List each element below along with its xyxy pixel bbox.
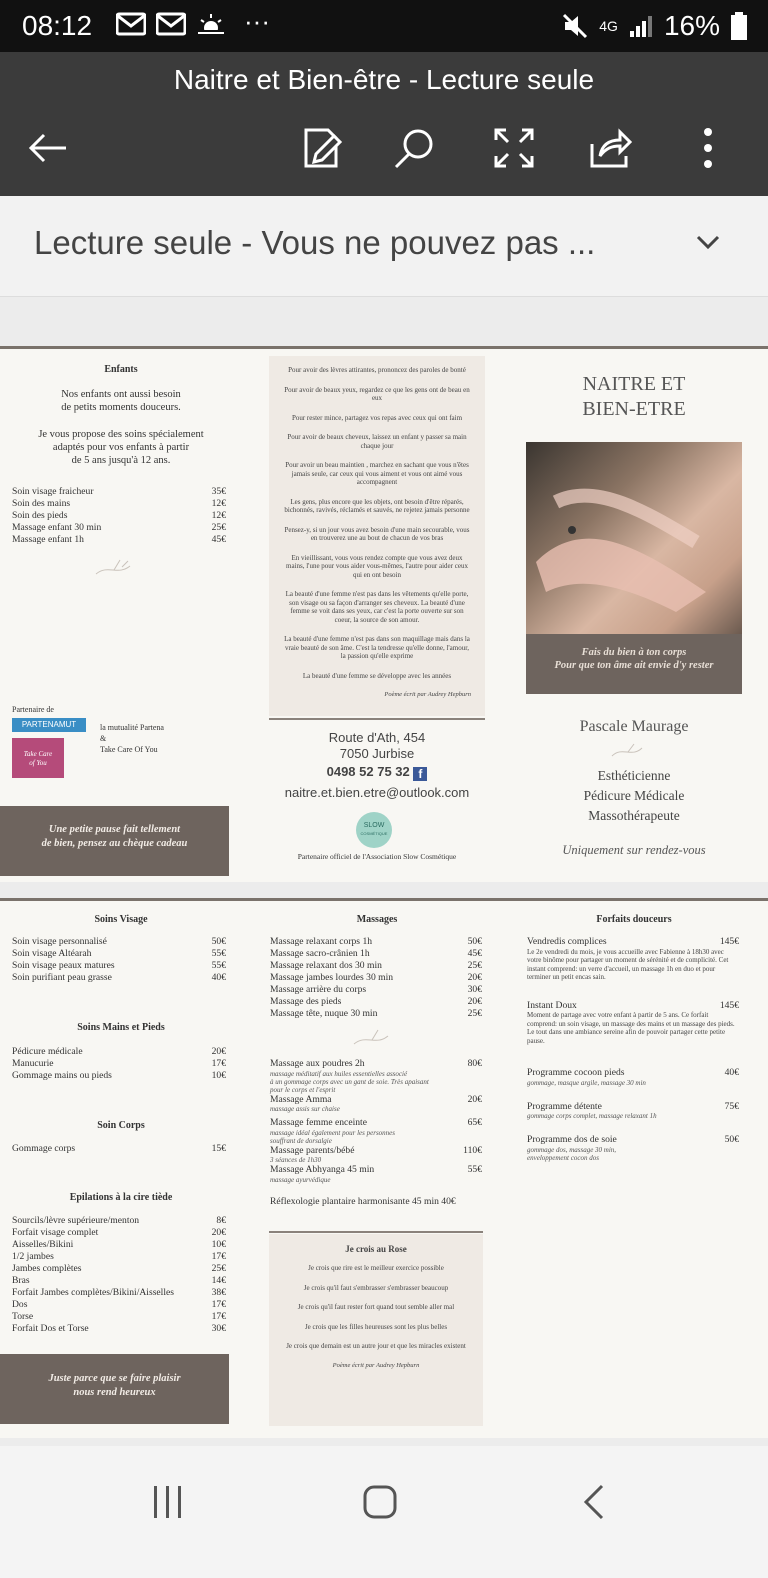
rose-line: Je crois que rire est le meilleur exercice possible: [308, 1264, 444, 1272]
forfait-description: gommage dos, massage 30 min, enveloppement cocon dos: [527, 1145, 617, 1162]
back-icon[interactable]: [582, 1484, 606, 1520]
enfants-price-list: [12, 486, 226, 546]
price-row: Massage jambes lourdes 30 min 20€: [270, 972, 482, 983]
network-type: 4G: [599, 18, 618, 34]
price-row: Soin visage peaux matures 55€: [12, 960, 226, 971]
price-row: Massage parents/bébé 110€: [270, 1144, 482, 1156]
logo-text: SLOW: [363, 822, 385, 829]
role: Pédicure Médicale: [583, 788, 685, 803]
price-row: Pédicure médicale 20€: [12, 1046, 226, 1057]
city: 7050 Jurbise: [339, 746, 415, 761]
intro-line: adaptés pour vos enfants à partir: [52, 442, 190, 453]
price-row: Massage tête, nuque 30 min 25€: [270, 1008, 482, 1019]
slogan-line: Pour que ton âme ait envie d'y rester: [554, 660, 714, 671]
weather-icon: [196, 12, 226, 38]
logo-text: Take Care: [23, 750, 53, 758]
chevron-down-icon[interactable]: [696, 234, 720, 250]
back-arrow-icon[interactable]: [26, 126, 70, 170]
price-row: Massage arrière du corps 30€: [270, 984, 482, 995]
price-row: Programme cocoon pieds 40€: [527, 1067, 739, 1078]
price-row: Instant Doux 145€: [527, 999, 739, 1011]
search-icon[interactable]: [392, 126, 436, 170]
soins-visage-title: Soins Visage: [94, 914, 148, 925]
massage-description: massage idéal également pour les personnes: [270, 1128, 396, 1137]
price-row: Gommage mains ou pieds 10€: [12, 1070, 226, 1081]
floral-ornament: [94, 558, 144, 580]
system-nav-bar: [0, 1446, 768, 1578]
top-rule: [0, 898, 768, 901]
massages-title: Massages: [356, 914, 398, 925]
phone-number[interactable]: 0498 52 75 32: [326, 764, 410, 779]
rose-rule: [269, 1231, 483, 1233]
massage-description: 3 séances de 1h30: [270, 1156, 322, 1164]
massage-description: massage ayurvédique: [270, 1175, 331, 1184]
brand-title: [526, 372, 742, 422]
massage-description: souffrant de dorsalgie: [270, 1136, 332, 1145]
rose-line: Je crois que demain est un autre jour et que les miracles existent: [286, 1342, 466, 1350]
massage-description: massage assis sur chaise: [270, 1105, 340, 1113]
floral-ornament: [352, 1028, 402, 1050]
forfaits-list: [527, 936, 739, 1162]
mute-icon: [561, 12, 589, 40]
forfait-description: gommage, masque argile, massage 30 min: [527, 1078, 646, 1087]
logo-text: COSMÉTIQUE: [360, 831, 388, 836]
brand-title-line: NAITRE ET: [582, 373, 686, 395]
poem-stanza: Pour avoir un beau maintien , marchez en sachant que vous n'êtes jamais seule, car ceux qui vous aiment et vous ont aimé vous accompagnent: [285, 461, 469, 486]
plaisir-line: Juste parce que se faire plaisir: [48, 1373, 181, 1384]
price-row: Torse 17€: [12, 1311, 226, 1322]
email-address[interactable]: naitre.et.bien.etre@outlook.com: [284, 785, 470, 800]
signal-icon: [628, 13, 654, 39]
price-row: Soin des mains 12€: [12, 498, 226, 509]
floral-ornament: [610, 742, 654, 760]
battery-percent: 16%: [663, 10, 720, 41]
soin-corps-list: [12, 1143, 226, 1155]
rose-title: Je crois au Rose: [345, 1244, 407, 1254]
gift-line: de bien, pensez au chèque cadeau: [41, 838, 188, 849]
slogan-line: Fais du bien à ton corps: [581, 647, 687, 658]
price-row: Jambes complètes 25€: [12, 1263, 226, 1274]
price-row: Massage relaxant corps 1h 50€: [270, 936, 482, 947]
poem-stanza: Pour avoir de beaux cheveux, laissez un enfant y passer sa main chaque jour: [287, 433, 467, 450]
price-row: Soin visage personnalisé 50€: [12, 936, 226, 947]
facebook-icon[interactable]: f: [413, 767, 427, 781]
price-row: Massage Abhyanga 45 min 55€: [270, 1164, 482, 1175]
enfants-intro: [10, 388, 232, 467]
poem-credit: Poème écrit par Audrey Hepburn: [384, 691, 471, 698]
fullscreen-icon[interactable]: [492, 126, 536, 170]
partner-line: la mutualité Partena: [100, 723, 164, 732]
poem-stanza: Les gens, plus encore que les objets, ont besoin d'être réparés, bichonnés, ravivés, réclamés et sauvés, ne rejetez jamais personne: [284, 497, 470, 514]
forfait-description: Le 2e vendredi du mois, je vous accueille avec Fabienne à 18h30 avec votre binôme pour partager un moment de sérénité et de complicité. Cet instant comprend: un verre d'accueil, un massage 1h en duo et pour terminer un petit encas sain.: [527, 947, 729, 981]
status-bar: [0, 0, 768, 52]
edit-document-icon[interactable]: [300, 126, 344, 170]
status-time: 08:12: [22, 10, 93, 41]
app-bar: [0, 52, 768, 196]
logo-text: of You: [29, 759, 47, 767]
slow-cosmetique-logo: [356, 812, 392, 848]
price-row: Programme détente 75€: [527, 1100, 739, 1112]
role: Esthéticienne: [597, 768, 671, 783]
gmail-icon: [116, 12, 146, 36]
price-row: Manucurie 17€: [12, 1058, 226, 1069]
take-care-of-you-logo: [12, 738, 64, 778]
top-rule: [0, 346, 768, 349]
price-row: Massage relaxant dos 30 min 25€: [270, 960, 482, 971]
owner-name: Pascale Maurage: [579, 718, 689, 735]
massage-description: pour le corps et l'esprit: [270, 1085, 336, 1094]
rose-line: Je crois que les filles heureuses sont les plus belles: [304, 1322, 448, 1331]
more-notifications-icon: ···: [244, 6, 270, 36]
read-only-banner[interactable]: [0, 196, 768, 297]
price-row: Gommage corps 15€: [12, 1143, 226, 1154]
intro-line: Nos enfants ont aussi besoin: [61, 389, 181, 400]
epilations-list: [12, 1215, 226, 1335]
price-row: Forfait Jambes complètes/Bikini/Aisselles 38€: [12, 1287, 226, 1298]
partner-label: Partenaire de: [12, 705, 54, 714]
price-row: Soin purifiant peau grasse 40€: [12, 972, 226, 983]
share-icon[interactable]: [588, 126, 632, 170]
hands-illustration: [526, 442, 742, 634]
plaisir-line: nous rend heureux: [73, 1387, 156, 1398]
gmail-icon: [156, 12, 186, 36]
battery-icon: [730, 11, 748, 41]
gift-line: Une petite pause fait tellement: [48, 824, 181, 835]
read-only-message: Lecture seule - Vous ne pouvez pas ...: [34, 224, 596, 261]
poem-stanza: La beauté d'une femme se développe avec les années: [302, 671, 452, 680]
price-row: 1/2 jambes 17€: [12, 1251, 226, 1262]
price-row: Massage Amma 20€: [270, 1093, 482, 1105]
soins-mains-title: Soins Mains et Pieds: [77, 1022, 165, 1033]
special-massages-list: [270, 1058, 482, 1207]
massages-list: [270, 936, 482, 1020]
rose-line: Je crois qu'il faut rester fort quand tout semble aller mal: [297, 1303, 455, 1311]
brand-title-line: BIEN-ETRE: [582, 398, 686, 420]
price-row: Massage enfant 30 min 25€: [12, 522, 226, 533]
partenamut-logo: PARTENAMUT: [12, 718, 86, 732]
price-row: Dos 17€: [12, 1299, 226, 1310]
phone-line: [262, 764, 492, 781]
soins-mains-list: [12, 1046, 226, 1082]
rose-line: Je crois qu'il faut s'embrasser s'embrasser beaucoup: [303, 1283, 449, 1292]
partner-line: Take Care Of You: [100, 745, 158, 754]
appointment-note: Uniquement sur rendez-vous: [562, 843, 706, 857]
intro-line: de petits moments douceurs.: [61, 402, 181, 413]
epilations-title: Epilations à la cire tiède: [69, 1192, 173, 1203]
role: Massothérapeute: [588, 808, 680, 823]
price-row: Soin visage Altéarah 55€: [12, 948, 226, 959]
price-row: Soin des pieds 12€: [12, 510, 226, 521]
gift-voucher-banner: [0, 806, 229, 876]
massage-description: massage méditatif aux huiles essentielles associé: [270, 1069, 408, 1078]
plaisir-banner: [0, 1354, 229, 1424]
home-icon[interactable]: [362, 1484, 398, 1520]
price-row: Massage sacro-crânien 1h 45€: [270, 948, 482, 959]
forfait-description: Moment de partage avec votre enfant à partir de 5 ans. Ce forfait comprend: un soin visage, un massage des mains et un massage des pieds. Le tout dans une ambiance sereine afin de pouvoir partager cette petite pause.: [527, 1011, 735, 1045]
document-title: Naitre et Bien-être - Lecture seule: [173, 64, 595, 95]
intro-line: de 5 ans jusqu'à 12 ans.: [71, 455, 171, 466]
rose-credit: Poème écrit par Audrey Hepburn: [332, 1361, 420, 1369]
poem-stanza: Pour avoir des lèvres attirantes, prononcez des paroles de bonté: [288, 366, 466, 374]
price-row: Massage femme enceinte 65€: [270, 1117, 482, 1128]
poem-stanza: Pour avoir de beaux yeux, regardez ce que les gens ont de beau en eux: [284, 385, 470, 402]
price-row: Sourcils/lèvre supérieure/menton 8€: [12, 1215, 226, 1226]
enfants-title: Enfants: [104, 364, 138, 375]
price-row: Massage enfant 1h 45€: [12, 534, 226, 545]
rose-poem: [269, 1234, 483, 1426]
price-row: Soin visage fraicheur 35€: [12, 486, 226, 497]
reflexologie-line: Réflexologie plantaire harmonisante 45 min 40€: [270, 1195, 456, 1207]
brochure-page-2: [0, 898, 768, 1438]
poem-stanza: En vieillissant, vous vous rendez compte que vous avez deux mains, l'une pour vous aider vous-mêmes, l'autre pour aider ceux qui en ont besoin: [286, 553, 468, 579]
price-row: Aisselles/Bikini 10€: [12, 1239, 226, 1250]
recent-apps-icon[interactable]: [152, 1484, 184, 1520]
price-row: Bras 14€: [12, 1275, 226, 1286]
owner-roles: [526, 766, 742, 826]
partner-line: &: [100, 734, 107, 743]
massage-description: à un gommage corps avec un gant de soie. Très apaisant: [270, 1077, 429, 1086]
slow-partner-text: Partenaire officiel de l'Association Slow Cosmétique: [297, 852, 457, 861]
status-right: [561, 10, 748, 42]
more-options-icon[interactable]: [686, 126, 730, 170]
price-row: Massage des pieds 20€: [270, 996, 482, 1007]
forfaits-title: Forfaits douceurs: [596, 914, 672, 925]
contact-block: [262, 730, 492, 801]
poem-stanza: Pensez-y, si un jour vous avez besoin d'une main secourable, vous en trouverez une au bout de chacun de vos bras: [284, 525, 470, 542]
brochure-page-1: [0, 346, 768, 882]
price-row: Massage aux poudres 2h 80€: [270, 1058, 482, 1069]
partner-text: [100, 722, 164, 755]
forfait-description: gommage corps complet, massage relaxant 1h: [527, 1112, 657, 1120]
price-row: Vendredis complices 145€: [527, 936, 739, 947]
massage-hands-photo: [526, 442, 742, 634]
address: Route d'Ath, 454: [328, 730, 426, 745]
price-row: Forfait visage complet 20€: [12, 1227, 226, 1238]
soins-visage-list: [12, 936, 226, 984]
price-row: Programme dos de soie 50€: [527, 1134, 739, 1145]
beauty-poem: [269, 356, 485, 716]
intro-line: Je vous propose des soins spécialement: [38, 429, 204, 440]
poem-stanza: Pour rester mince, partagez vos repas avec ceux qui ont faim: [291, 413, 463, 422]
slogan-banner: [526, 634, 742, 694]
soin-corps-title: Soin Corps: [97, 1120, 145, 1131]
poem-stanza: La beauté d'une femme n'est pas dans son maquillage mais dans la vraie beauté de son âme. C'est la tendresse qu'elle donne, l'amour, la passion qu'elle exprime: [284, 635, 470, 660]
poem-rule: [269, 718, 485, 720]
price-row: Forfait Dos et Torse 30€: [12, 1323, 226, 1334]
poem-stanza: La beauté d'une femme n'est pas dans les vêtements qu'elle porte, son visage ou sa façon d'arranger ses cheveux. La beauté d'une femme se voit dans ses yeux, car c'est la porte ouverte sur son coeur, la source de son amour.: [285, 590, 469, 624]
